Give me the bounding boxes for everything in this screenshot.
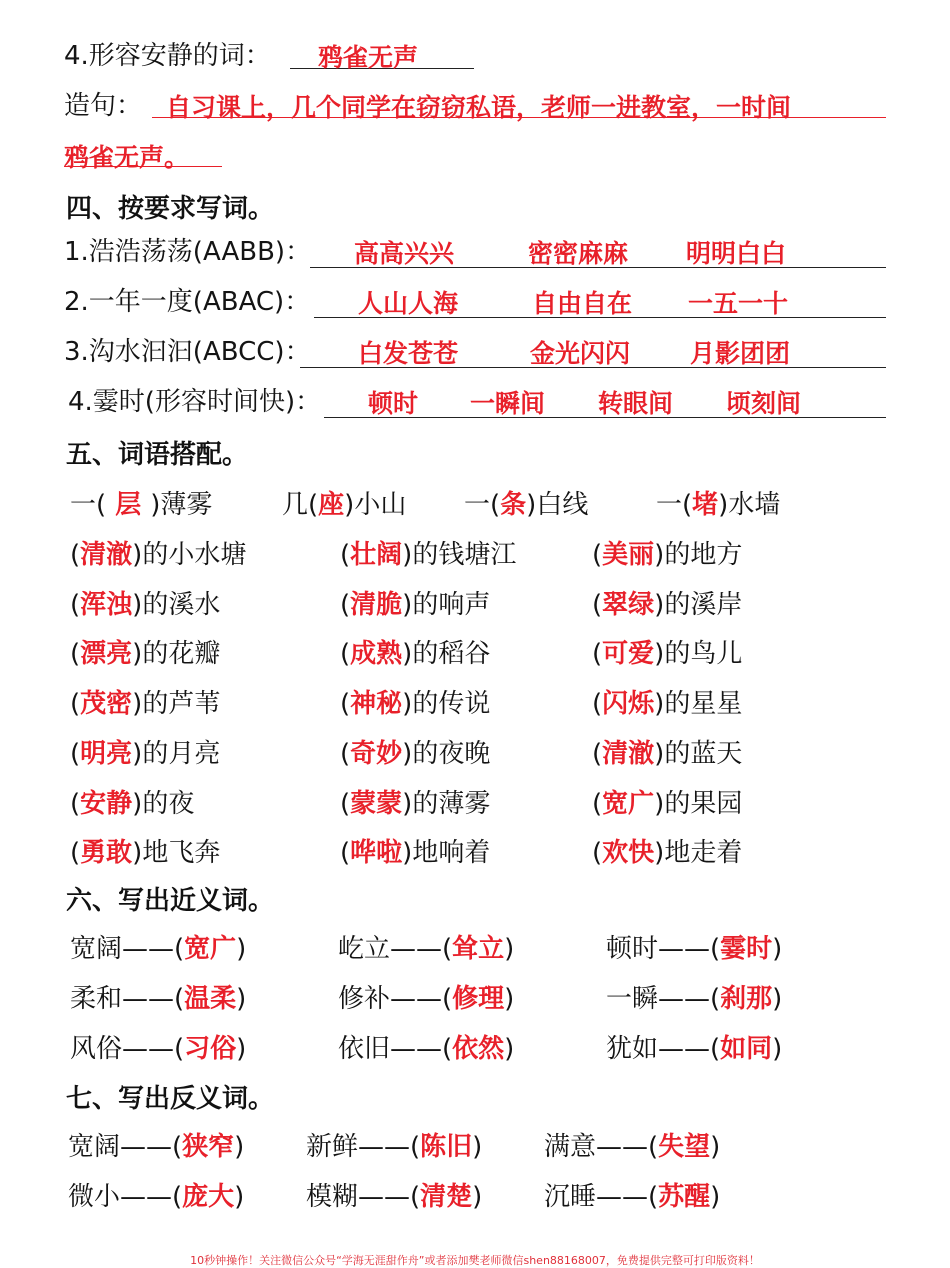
word-pair <box>544 1176 720 1213</box>
section4-row-label: 1.浩浩荡荡(AABB)： <box>64 237 312 267</box>
section4-answer: 白发苍苍 <box>358 339 459 368</box>
word-pair-answer: 如同 <box>720 1034 773 1064</box>
collocation-item <box>70 832 220 869</box>
collocation-suffix: )水墙 <box>718 490 781 520</box>
word-pair-answer: 霎时 <box>720 934 773 964</box>
word-pair-word: 满意——( <box>544 1132 659 1162</box>
word-pair-answer: 失望 <box>658 1132 711 1162</box>
collocation-answer: 浑浊 <box>80 589 133 620</box>
word-pair <box>338 928 514 965</box>
collocation-suffix: )的夜 <box>132 788 195 819</box>
section4-answer: 顷刻间 <box>726 389 802 418</box>
word-pair-word: 宽阔——( <box>68 1132 183 1162</box>
collocation-open-paren: ( <box>70 788 81 819</box>
section4-answer: 高高兴兴 <box>354 239 455 268</box>
collocation-open-paren: ( <box>70 738 81 769</box>
word-pair <box>306 1176 482 1213</box>
collocation-item <box>70 733 220 770</box>
word-pair-word: 屹立——( <box>338 934 453 964</box>
word-pair-answer: 庞大 <box>182 1182 235 1212</box>
section4-answer: 一五一十 <box>688 289 789 318</box>
collocation-item <box>70 633 220 670</box>
collocation-answer: 美丽 <box>602 540 655 570</box>
section4-row-label: 4.霎时(形容时间快)： <box>68 387 322 417</box>
collocation-item <box>340 783 490 820</box>
sentence-label: 造句： <box>64 91 143 121</box>
word-pair <box>70 1028 246 1065</box>
collocation-item <box>592 733 742 770</box>
collocation-item <box>340 683 490 720</box>
collocation-open-paren: ( <box>592 589 603 620</box>
word-pair-word: 风俗——( <box>70 1034 185 1064</box>
collocation-answer: 闪烁 <box>602 689 655 720</box>
collocation-answer: 奇妙 <box>350 738 403 769</box>
word-pair-answer: 刹那 <box>720 984 773 1014</box>
section4-answer: 密密麻麻 <box>528 239 629 268</box>
collocation-answer: 茂密 <box>80 689 133 720</box>
collocation-open-paren: ( <box>592 689 603 720</box>
section4-row-label: 3.沟水汩汩(ABCC)： <box>64 337 311 367</box>
collocation-answer: 哗啦 <box>350 838 403 869</box>
collocation-suffix: )小山 <box>344 490 407 520</box>
collocation-answer: 可爱 <box>602 639 655 670</box>
collocation-suffix: )的小水塘 <box>132 540 247 570</box>
collocation-suffix: )的鸟儿 <box>654 639 743 670</box>
word-pair-answer: 温柔 <box>184 984 237 1014</box>
collocation-suffix: )的溪水 <box>132 589 221 620</box>
word-pair-close: ) <box>472 1182 483 1212</box>
word-pair <box>338 978 514 1015</box>
collocation-item <box>592 683 742 720</box>
section4-answer: 自由自在 <box>532 289 633 318</box>
word-pair-answer: 清楚 <box>420 1182 473 1212</box>
collocation-open-paren: ( <box>70 838 81 869</box>
section6-title: 六、写出近义词。 <box>66 886 275 916</box>
collocation-answer: 漂亮 <box>80 639 133 670</box>
section4-row-label: 2.一年一度(ABAC)： <box>64 287 311 317</box>
word-pair <box>70 978 246 1015</box>
word-pair-answer: 宽广 <box>184 934 237 964</box>
collocation-suffix: )的月亮 <box>132 738 221 769</box>
word-pair-close: ) <box>710 1132 721 1162</box>
section4-answer: 月影团团 <box>690 339 791 368</box>
section7-title: 七、写出反义词。 <box>66 1084 275 1114</box>
collocation-prefix: 一( <box>656 490 693 520</box>
word-pair-answer: 耸立 <box>452 934 505 964</box>
word-pair <box>338 1028 514 1065</box>
word-pair-word: 微小——( <box>68 1182 183 1212</box>
word-pair-close: ) <box>504 934 515 964</box>
collocation-item <box>282 484 406 521</box>
word-pair-close: ) <box>234 1182 245 1212</box>
collocation-open-paren: ( <box>340 589 351 620</box>
collocation-item <box>592 832 742 869</box>
collocation-prefix: 一( <box>70 490 107 520</box>
collocation-open-paren: ( <box>70 589 81 620</box>
collocation-suffix: )的地方 <box>654 540 743 570</box>
collocation-answer: 成熟 <box>350 639 403 670</box>
word-pair-word: 犹如——( <box>606 1034 721 1064</box>
collocation-open-paren: ( <box>592 540 603 570</box>
collocation-answer: 宽广 <box>602 788 655 819</box>
word-pair <box>606 978 782 1015</box>
collocation-item <box>464 484 588 521</box>
collocation-suffix: )的稻谷 <box>402 639 491 670</box>
collocation-suffix: )的传说 <box>402 689 491 720</box>
collocation-open-paren: ( <box>592 639 603 670</box>
collocation-answer: 欢快 <box>602 838 655 869</box>
collocation-answer: 层 <box>106 490 151 520</box>
word-pair <box>606 928 782 965</box>
section4-answer: 金光闪闪 <box>530 339 631 368</box>
collocation-open-paren: ( <box>340 838 351 869</box>
word-pair-answer: 苏醒 <box>658 1182 711 1212</box>
collocation-item <box>592 534 742 571</box>
collocation-answer: 神秘 <box>350 689 403 720</box>
section4-answer: 转眼间 <box>598 389 674 418</box>
word-pair-close: ) <box>236 1034 247 1064</box>
collocation-item <box>592 633 742 670</box>
collocation-answer: 清澈 <box>602 738 655 769</box>
collocation-suffix: )的钱塘江 <box>402 540 517 570</box>
collocation-open-paren: ( <box>340 540 351 570</box>
collocation-suffix: )白线 <box>526 490 589 520</box>
collocation-suffix: )的花瓣 <box>132 639 221 670</box>
word-pair-close: ) <box>472 1132 483 1162</box>
section4-answer: 人山人海 <box>358 289 459 318</box>
word-pair-close: ) <box>234 1132 245 1162</box>
collocation-suffix: )薄雾 <box>150 490 213 520</box>
q4-answer: 鸦雀无声 <box>318 43 419 72</box>
collocation-prefix: 几( <box>282 490 319 520</box>
collocation-open-paren: ( <box>70 639 81 670</box>
sentence-line-1: 自习课上，几个同学在窃窃私语，老师一进教室，一时间 <box>166 93 792 122</box>
collocation-answer: 堵 <box>692 490 719 520</box>
collocation-item <box>340 633 490 670</box>
word-pair-word: 新鲜——( <box>306 1132 421 1162</box>
collocation-answer: 清脆 <box>350 589 403 620</box>
word-pair-word: 模糊——( <box>306 1182 421 1212</box>
collocation-open-paren: ( <box>70 689 81 720</box>
collocation-open-paren: ( <box>592 738 603 769</box>
word-pair-word: 顿时——( <box>606 934 721 964</box>
collocation-item <box>340 832 490 869</box>
collocation-suffix: )的芦苇 <box>132 689 221 720</box>
collocation-item <box>70 484 212 521</box>
collocation-answer: 明亮 <box>80 738 133 769</box>
word-pair <box>68 1176 244 1213</box>
collocation-suffix: )的蓝天 <box>654 738 743 769</box>
word-pair-close: ) <box>772 984 783 1014</box>
word-pair <box>544 1126 720 1163</box>
collocation-answer: 座 <box>318 490 345 520</box>
word-pair-word: 依旧——( <box>338 1034 453 1064</box>
collocation-answer: 安静 <box>80 788 133 819</box>
footer-notice: 10秒钟操作！关注微信公众号“学海无涯甜作舟”或者添加樊老师微信shen88168007，免费提供完整可打印版资料！ <box>190 1254 760 1267</box>
word-pair-answer: 修理 <box>452 984 505 1014</box>
collocation-open-paren: ( <box>340 639 351 670</box>
collocation-prefix: 一( <box>464 490 501 520</box>
collocation-open-paren: ( <box>70 540 81 570</box>
section4-answer: 一瞬间 <box>470 389 546 418</box>
word-pair-word: 宽阔——( <box>70 934 185 964</box>
word-pair-word: 沉睡——( <box>544 1182 659 1212</box>
word-pair-close: ) <box>236 934 247 964</box>
collocation-answer: 清澈 <box>80 540 133 570</box>
collocation-item <box>656 484 780 521</box>
word-pair-word: 柔和——( <box>70 984 185 1014</box>
word-pair-close: ) <box>236 984 247 1014</box>
section4-answer: 明明白白 <box>686 239 787 268</box>
section5-title: 五、词语搭配。 <box>66 440 249 470</box>
word-pair-close: ) <box>772 934 783 964</box>
collocation-item <box>70 683 220 720</box>
collocation-open-paren: ( <box>340 788 351 819</box>
collocation-suffix: )地飞奔 <box>132 838 221 869</box>
collocation-item <box>70 534 246 571</box>
collocation-suffix: )的星星 <box>654 689 743 720</box>
q4-label: 4.形容安静的词： <box>64 41 271 71</box>
collocation-suffix: )的夜晚 <box>402 738 491 769</box>
word-pair-answer: 狭窄 <box>182 1132 235 1162</box>
word-pair <box>606 1028 782 1065</box>
collocation-suffix: )地响着 <box>402 838 491 869</box>
collocation-answer: 条 <box>500 490 527 520</box>
collocation-answer: 勇敢 <box>80 838 133 869</box>
collocation-item <box>70 584 220 621</box>
collocation-answer: 翠绿 <box>602 589 655 620</box>
collocation-suffix: )的果园 <box>654 788 743 819</box>
collocation-item <box>340 733 490 770</box>
word-pair-close: ) <box>710 1182 721 1212</box>
collocation-open-paren: ( <box>340 738 351 769</box>
collocation-suffix: )的响声 <box>402 589 491 620</box>
word-pair-word: 一瞬——( <box>606 984 721 1014</box>
sentence-line-2: 鸦雀无声。 <box>64 143 190 172</box>
collocation-suffix: )的薄雾 <box>402 788 491 819</box>
collocation-answer: 蒙蒙 <box>350 788 403 819</box>
collocation-item <box>340 534 516 571</box>
collocation-answer: 壮阔 <box>350 540 403 570</box>
collocation-open-paren: ( <box>592 838 603 869</box>
word-pair-close: ) <box>504 1034 515 1064</box>
collocation-item <box>592 783 742 820</box>
collocation-open-paren: ( <box>592 788 603 819</box>
word-pair <box>70 928 246 965</box>
section4-title: 四、按要求写词。 <box>66 194 275 224</box>
collocation-suffix: )地走着 <box>654 838 743 869</box>
collocation-open-paren: ( <box>340 689 351 720</box>
word-pair <box>68 1126 244 1163</box>
collocation-suffix: )的溪岸 <box>654 589 743 620</box>
section4-answer: 顿时 <box>368 389 419 418</box>
collocation-item <box>340 584 490 621</box>
word-pair-close: ) <box>504 984 515 1014</box>
word-pair <box>306 1126 482 1163</box>
collocation-item <box>70 783 194 820</box>
word-pair-close: ) <box>772 1034 783 1064</box>
word-pair-word: 修补——( <box>338 984 453 1014</box>
word-pair-answer: 习俗 <box>184 1034 237 1064</box>
collocation-item <box>592 584 742 621</box>
word-pair-answer: 依然 <box>452 1034 505 1064</box>
word-pair-answer: 陈旧 <box>420 1132 473 1162</box>
